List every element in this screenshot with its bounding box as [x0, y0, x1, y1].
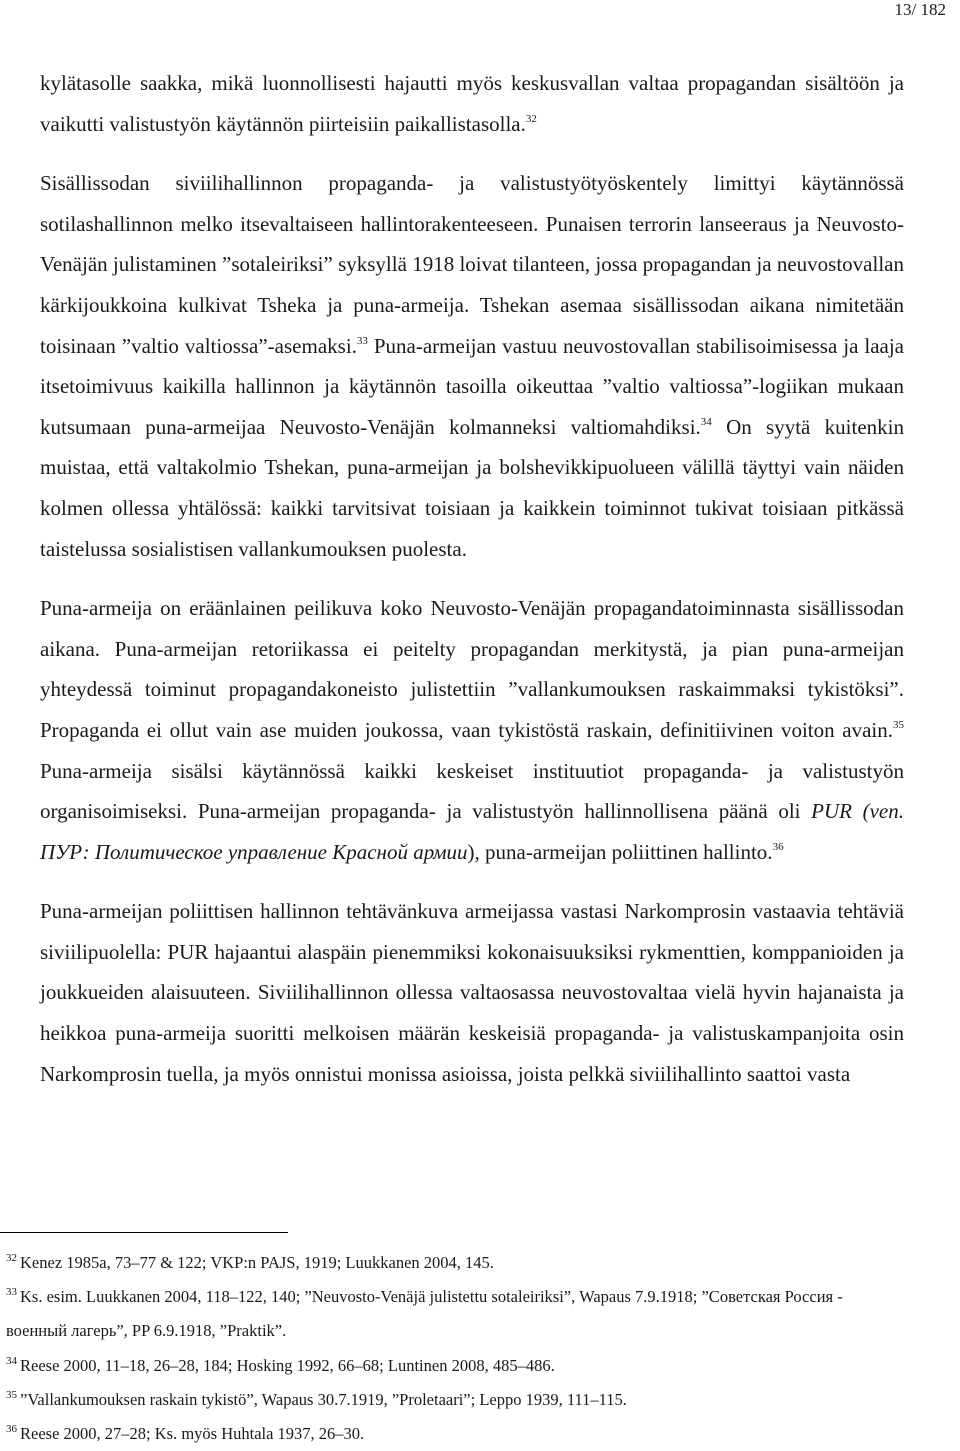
paragraph-3 — [40, 588, 904, 872]
footnote-number: 33 — [6, 1286, 17, 1299]
paragraph-2-text-a: Sisällissodan siviilihallinnon propaganda- ja valistustyötyöskentely limittyi käytännössä sotilashallinnon melko itsevaltaiseen hallintorakenteeseen. Punaisen terrorin lanseeraus ja Neuvosto-Venäjän julistaminen ”sotaleiriksi” syksyllä 1918 loivat tilanteen, jossa propagandan ja neuvostovallan kärkijoukkoina kulkivat Tsheka ja puna-armeija. Tshekan asemaa sisällissodan aikana nimitetään toisinaan ”valtio valtiossa”-asemaksi. — [40, 171, 904, 358]
footnote-text: Ks. esim. Luukkanen 2004, 118–122, 140; ”Neuvosto-Venäjä julistettu sotaleiriksi”, Wapaus 7.9.1918; ”Советская Россия - военный лагерь”, PP 6.9.1918, ”Praktik”. — [6, 1287, 843, 1341]
footnote-ref-32[interactable]: 32 — [525, 112, 537, 125]
footnote-ref-33[interactable]: 33 — [356, 334, 368, 347]
footnote-text: ”Vallankumouksen raskain tykistö”, Wapaus 30.7.1919, ”Proletaari”; Leppo 1939, 111–115. — [20, 1389, 627, 1409]
footnotes — [6, 1246, 886, 1451]
footnote-text: Reese 2000, 11–18, 26–28, 184; Hosking 1992, 66–68; Luntinen 2008, 485–486. — [20, 1355, 555, 1375]
footnote-number: 34 — [6, 1354, 17, 1367]
footnote-divider — [0, 1232, 288, 1233]
page-number: 13/ 182 — [894, 0, 946, 19]
paragraph-3-text-b: Puna-armeija sisälsi käytännössä kaikki keskeiset instituutiot propaganda- ja valistustyön organisoimiseksi. Puna-armeijan propaganda- ja valistustyön hallinnollisena päänä oli — [40, 758, 904, 824]
paragraph-3-text-a: Puna-armeija on eräänlainen peilikuva koko Neuvosto-Venäjän propagandatoiminnasta sisällissodan aikana. Puna-armeijan retoriikassa ei peitelty propagandan merkitystä, ja pian puna-armeijan yhteydessä toiminut propagandakoneisto julistettiin ”vallankumouksen raskaimmaksi tykistöksi”. Propaganda ei ollut vain ase muiden joukossa, vaan tykistöstä raskain, definitiivinen voiton avain. — [40, 596, 904, 742]
body-text — [40, 63, 904, 1094]
footnote-number: 36 — [6, 1423, 17, 1436]
footnote-33 — [6, 1280, 886, 1348]
paragraph-2-text-b: Puna-armeijan vastuu neuvostovallan stabilisoimisessa ja laaja itsetoimivuus kaikilla hallinnon ja käytännön tasoilla oikeuttaa ”valtio valtiossa”-logiikan mukaan kutsumaan puna-armeijaa Neuvosto-Venäjän kolmanneksi valtiomahdiksi. — [40, 333, 904, 439]
footnote-text: Kenez 1985a, 73–77 & 122; VKP:n PAJS, 1919; Luukkanen 2004, 145. — [20, 1253, 494, 1272]
paragraph-1 — [40, 63, 904, 144]
footnote-32 — [6, 1246, 886, 1280]
footnote-text: Reese 2000, 27–28; Ks. myös Huhtala 1937, 26–30. — [20, 1424, 365, 1444]
paragraph-4-text: Puna-armeijan poliittisen hallinnon tehtävänkuva armeijassa vastasi Narkomprosin vastaavia tehtäviä siviilipuolella: PUR hajaantui alaspäin pienemmiksi kokonaisuuksiksi rykmenttien, komppanioiden ja joukkueiden alaisuuteen. Siviilihallinnon ollessa valtaosassa neuvostovaltaa vielä hyvin hajanaista ja heikkoa puna-armeija suoritti melkoisen määrän keskeisiä propaganda- ja valistuskampanjoita osin Narkomprosin tuella, ja myös onnistui monissa asioissa, joista pelkkä siviilihallinto saattoi vasta — [40, 899, 904, 1086]
footnote-ref-34[interactable]: 34 — [700, 415, 712, 428]
paragraph-1-text: kylätasolle saakka, mikä luonnollisesti hajautti myös keskusvallan valtaa propagandan sisältöön ja vaikutti valistustyön käytännön piirteisiin paikallistasolla. — [40, 71, 904, 136]
paragraph-3-text-c: ), puna-armeijan poliittinen hallinto. — [467, 839, 773, 864]
footnote-35 — [6, 1383, 886, 1417]
footnote-ref-36[interactable]: 36 — [772, 840, 784, 853]
paragraph-4 — [40, 891, 904, 1094]
paragraph-3-italic-term: PUR (ven. ПУР: Политическое управление Красной армии — [40, 799, 904, 864]
footnote-number: 32 — [6, 1252, 17, 1264]
paragraph-2-text-c: On syytä kuitenkin muistaa, että valtakolmio Tshekan, puna-armeijan ja bolshevikkipuolueen välillä täyttyi vain näiden kolmen ollessa yhtälössä: kaikki tarvitsivat toisiaan ja kaikkein toiminnot tukivat toisiaan pitkässä taistelussa sosialistisen vallankumouksen puolesta. — [40, 414, 904, 561]
footnote-number: 35 — [6, 1388, 17, 1401]
footnote-ref-35[interactable]: 35 — [893, 718, 904, 731]
footnote-34 — [6, 1349, 886, 1383]
footnote-36 — [6, 1417, 886, 1451]
paragraph-2 — [40, 163, 904, 569]
